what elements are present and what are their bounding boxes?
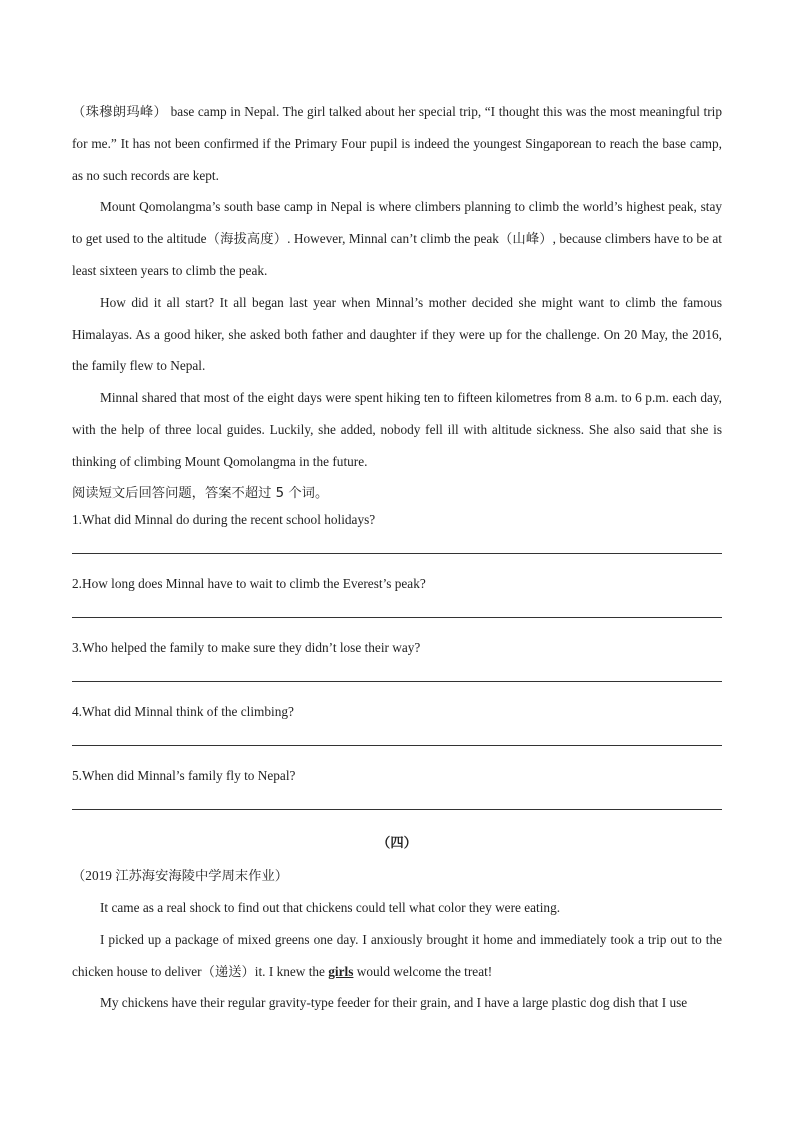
instruction: 阅读短文后回答问题，答案不超过 5 个词。 <box>72 485 329 501</box>
question-4: 4.What did Minnal think of the climbing? <box>72 703 294 719</box>
answer-line-1[interactable] <box>72 553 722 554</box>
passage-paragraph-1: （珠穆朗玛峰） base camp in Nepal. The girl talked about her special trip, “I thought this was the most meaningful trip for me.” It has not been confirmed if the Primary Four pupil is indeed the youngest Singaporean to reach the base camp, as no such records are kept. <box>72 104 722 183</box>
story-paragraph-1: It came as a real shock to find out that chickens could tell what color they were eating. <box>100 899 561 915</box>
passage-paragraph-2: Mount Qomolangma’s south base camp in Nepal is where climbers planning to climb the world’s highest peak, stay to get used to the altitude（海拔高度）. However, Minnal can’t climb the peak（山峰）, because climbers have to be at least sixteen years to climb the peak. <box>72 199 722 278</box>
question-2: 2.How long does Minnal have to wait to climb the Everest’s peak? <box>72 576 426 592</box>
story-paragraph-2-before: I picked up a package of mixed greens one day. I anxiously brought it home and immediately took a trip out to the chicken house to deliver（递送）it. I knew the <box>72 931 722 979</box>
answer-line-2[interactable] <box>72 617 722 618</box>
question-block-1 <box>72 509 722 573</box>
question-block-2 <box>72 573 722 637</box>
passage-paragraph-4: Minnal shared that most of the eight days were spent hiking ten to fifteen kilometres from 8 a.m. to 6 p.m. each day, with the help of three local guides. Luckily, she added, nobody fell ill with altitude sickness. She also said that she is thinking of climbing Mount Qomolangma in the future. <box>72 390 722 469</box>
question-block-4 <box>72 701 722 765</box>
story-paragraph-2 <box>72 924 722 988</box>
section-heading: （四） <box>377 836 417 852</box>
answer-line-5[interactable] <box>72 809 722 810</box>
story-paragraph-3: My chickens have their regular gravity-type feeder for their grain, and I have a large plastic dog dish that I use <box>100 995 688 1011</box>
question-block-3 <box>72 637 722 701</box>
answer-line-4[interactable] <box>72 745 722 746</box>
question-block-5 <box>72 765 722 829</box>
question-1: 1.What did Minnal do during the recent school holidays? <box>72 512 376 528</box>
passage-paragraph-3: How did it all start? It all began last year when Minnal’s mother decided she might want to climb the famous Himalayas. As a good hiker, she asked both father and daughter if they were up for the challenge. On 20 May, the 2016, the family flew to Nepal. <box>72 294 722 374</box>
underlined-word: girls <box>328 963 354 979</box>
document-page <box>72 96 722 1019</box>
story-paragraph-2-after: would welcome the treat! <box>353 963 493 979</box>
question-5: 5.When did Minnal’s family fly to Nepal? <box>72 767 296 783</box>
answer-line-3[interactable] <box>72 681 722 682</box>
source-note: （2019 江苏海安海陵中学周末作业） <box>72 868 289 884</box>
question-3: 3.Who helped the family to make sure they didn’t lose their way? <box>72 639 421 655</box>
